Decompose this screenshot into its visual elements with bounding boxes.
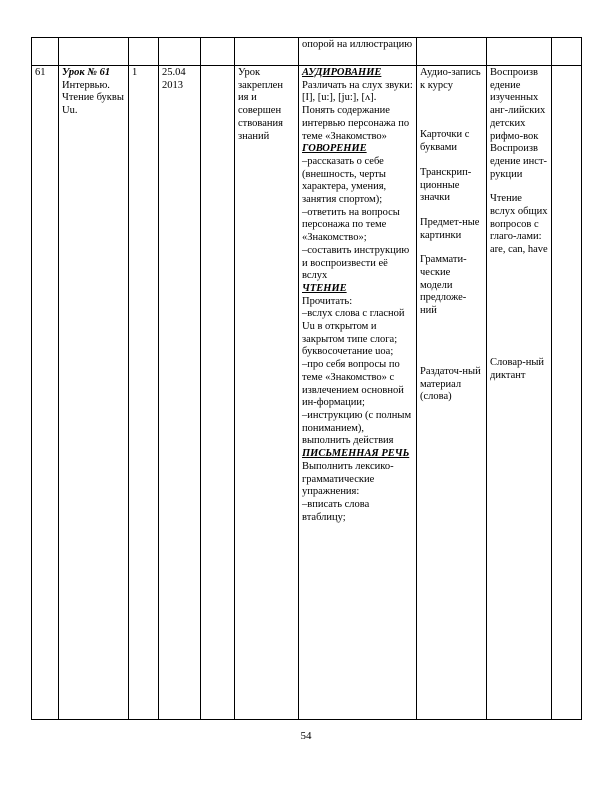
- lesson-title: Урок № 61: [62, 67, 111, 78]
- material-item: Аудио-запись к курсу: [420, 67, 481, 91]
- activity-line: Различать на слух звуки: [I], [u:], [ju:], [ʌ].: [302, 79, 413, 104]
- control-item: Чтение вслух общих вопросов с глаго-лами: are, can, have: [490, 193, 548, 256]
- material-item: Предмет-ные картинки: [420, 216, 480, 241]
- lesson-plan-table: [31, 37, 582, 720]
- cell-date-empty: [159, 38, 201, 66]
- control-item: Словар-ный диктант: [490, 356, 545, 381]
- activity-heading: АУДИРОВАНИЕ: [302, 67, 382, 78]
- lesson-control: [487, 66, 552, 720]
- cell-notes-empty: [552, 38, 582, 66]
- lesson-hours: 1: [129, 66, 159, 720]
- material-item: Граммати-ческие модели предложе-ний: [420, 254, 467, 317]
- table-row-continued: [32, 38, 582, 66]
- lesson-topic: Интервью. Чтение буквы Uu.: [62, 79, 124, 117]
- cell-number-empty: [32, 38, 59, 66]
- activity-line: –про себя вопросы по теме «Знакомство» с извлечением основной ин-формации;: [302, 359, 404, 409]
- activity-line: –вслух слова с гласной Uu в открытом и закрытом типе слога; буквосочетание uoa;: [302, 308, 405, 358]
- cell-topic-empty: [59, 38, 129, 66]
- control-item: Воспроизв едение изученных анг-лийских детских рифмо-вок: [490, 67, 546, 142]
- lesson-type: Урок закреплен ия и совершен ствования знаний: [235, 66, 299, 720]
- page-number: 54: [300, 730, 312, 742]
- material-item: Карточки с буквами: [420, 129, 470, 154]
- activity-line: –ответить на вопросы персонажа по теме «Знакомство»;: [302, 206, 400, 244]
- material-item: Транскрип-ционные значки: [420, 166, 472, 204]
- table-row-lesson: [32, 66, 582, 720]
- cell-fact-date-empty: [201, 38, 235, 66]
- lesson-number: 61: [32, 66, 59, 720]
- cell-control-empty: [487, 38, 552, 66]
- lesson-topic-cell: [59, 66, 129, 720]
- lesson-fact-date: [201, 66, 235, 720]
- lesson-materials: [417, 66, 487, 720]
- activity-line: –рассказать о себе (внешность, черты характера, умения, занятия спортом);: [302, 155, 387, 206]
- lesson-notes: [552, 66, 582, 720]
- material-item: Раздаточ-ный материал (слова): [420, 365, 481, 403]
- activity-heading: ЧТЕНИЕ: [302, 282, 347, 294]
- activity-line: –вписать слова втаблицу;: [302, 498, 370, 523]
- activity-line: Выполнить лексико-грамматические упражнения:: [302, 460, 394, 498]
- activity-line: –инструкцию (с полным пониманием), выполнить действия: [302, 409, 412, 447]
- activity-line: –составить инструкцию и воспроизвести её вслух: [302, 244, 410, 282]
- control-item: Воспроизв едение инст-рукции: [490, 143, 548, 180]
- lesson-content: [299, 66, 417, 720]
- lesson-date: 25.04 2013: [159, 66, 201, 720]
- activity-line: Понять содержание интервью персонажа по теме «Знакомство»: [302, 105, 410, 142]
- cell-content-continued: опорой на иллюстрацию: [299, 38, 417, 66]
- cell-type-empty: [235, 38, 299, 66]
- activity-heading: ПИСЬМЕННАЯ РЕЧЬ: [302, 448, 410, 460]
- activity-line: Прочитать:: [302, 295, 353, 307]
- cell-hours-empty: [129, 38, 159, 66]
- activity-heading: ГОВОРЕНИЕ: [302, 143, 367, 155]
- cell-materials-empty: [417, 38, 487, 66]
